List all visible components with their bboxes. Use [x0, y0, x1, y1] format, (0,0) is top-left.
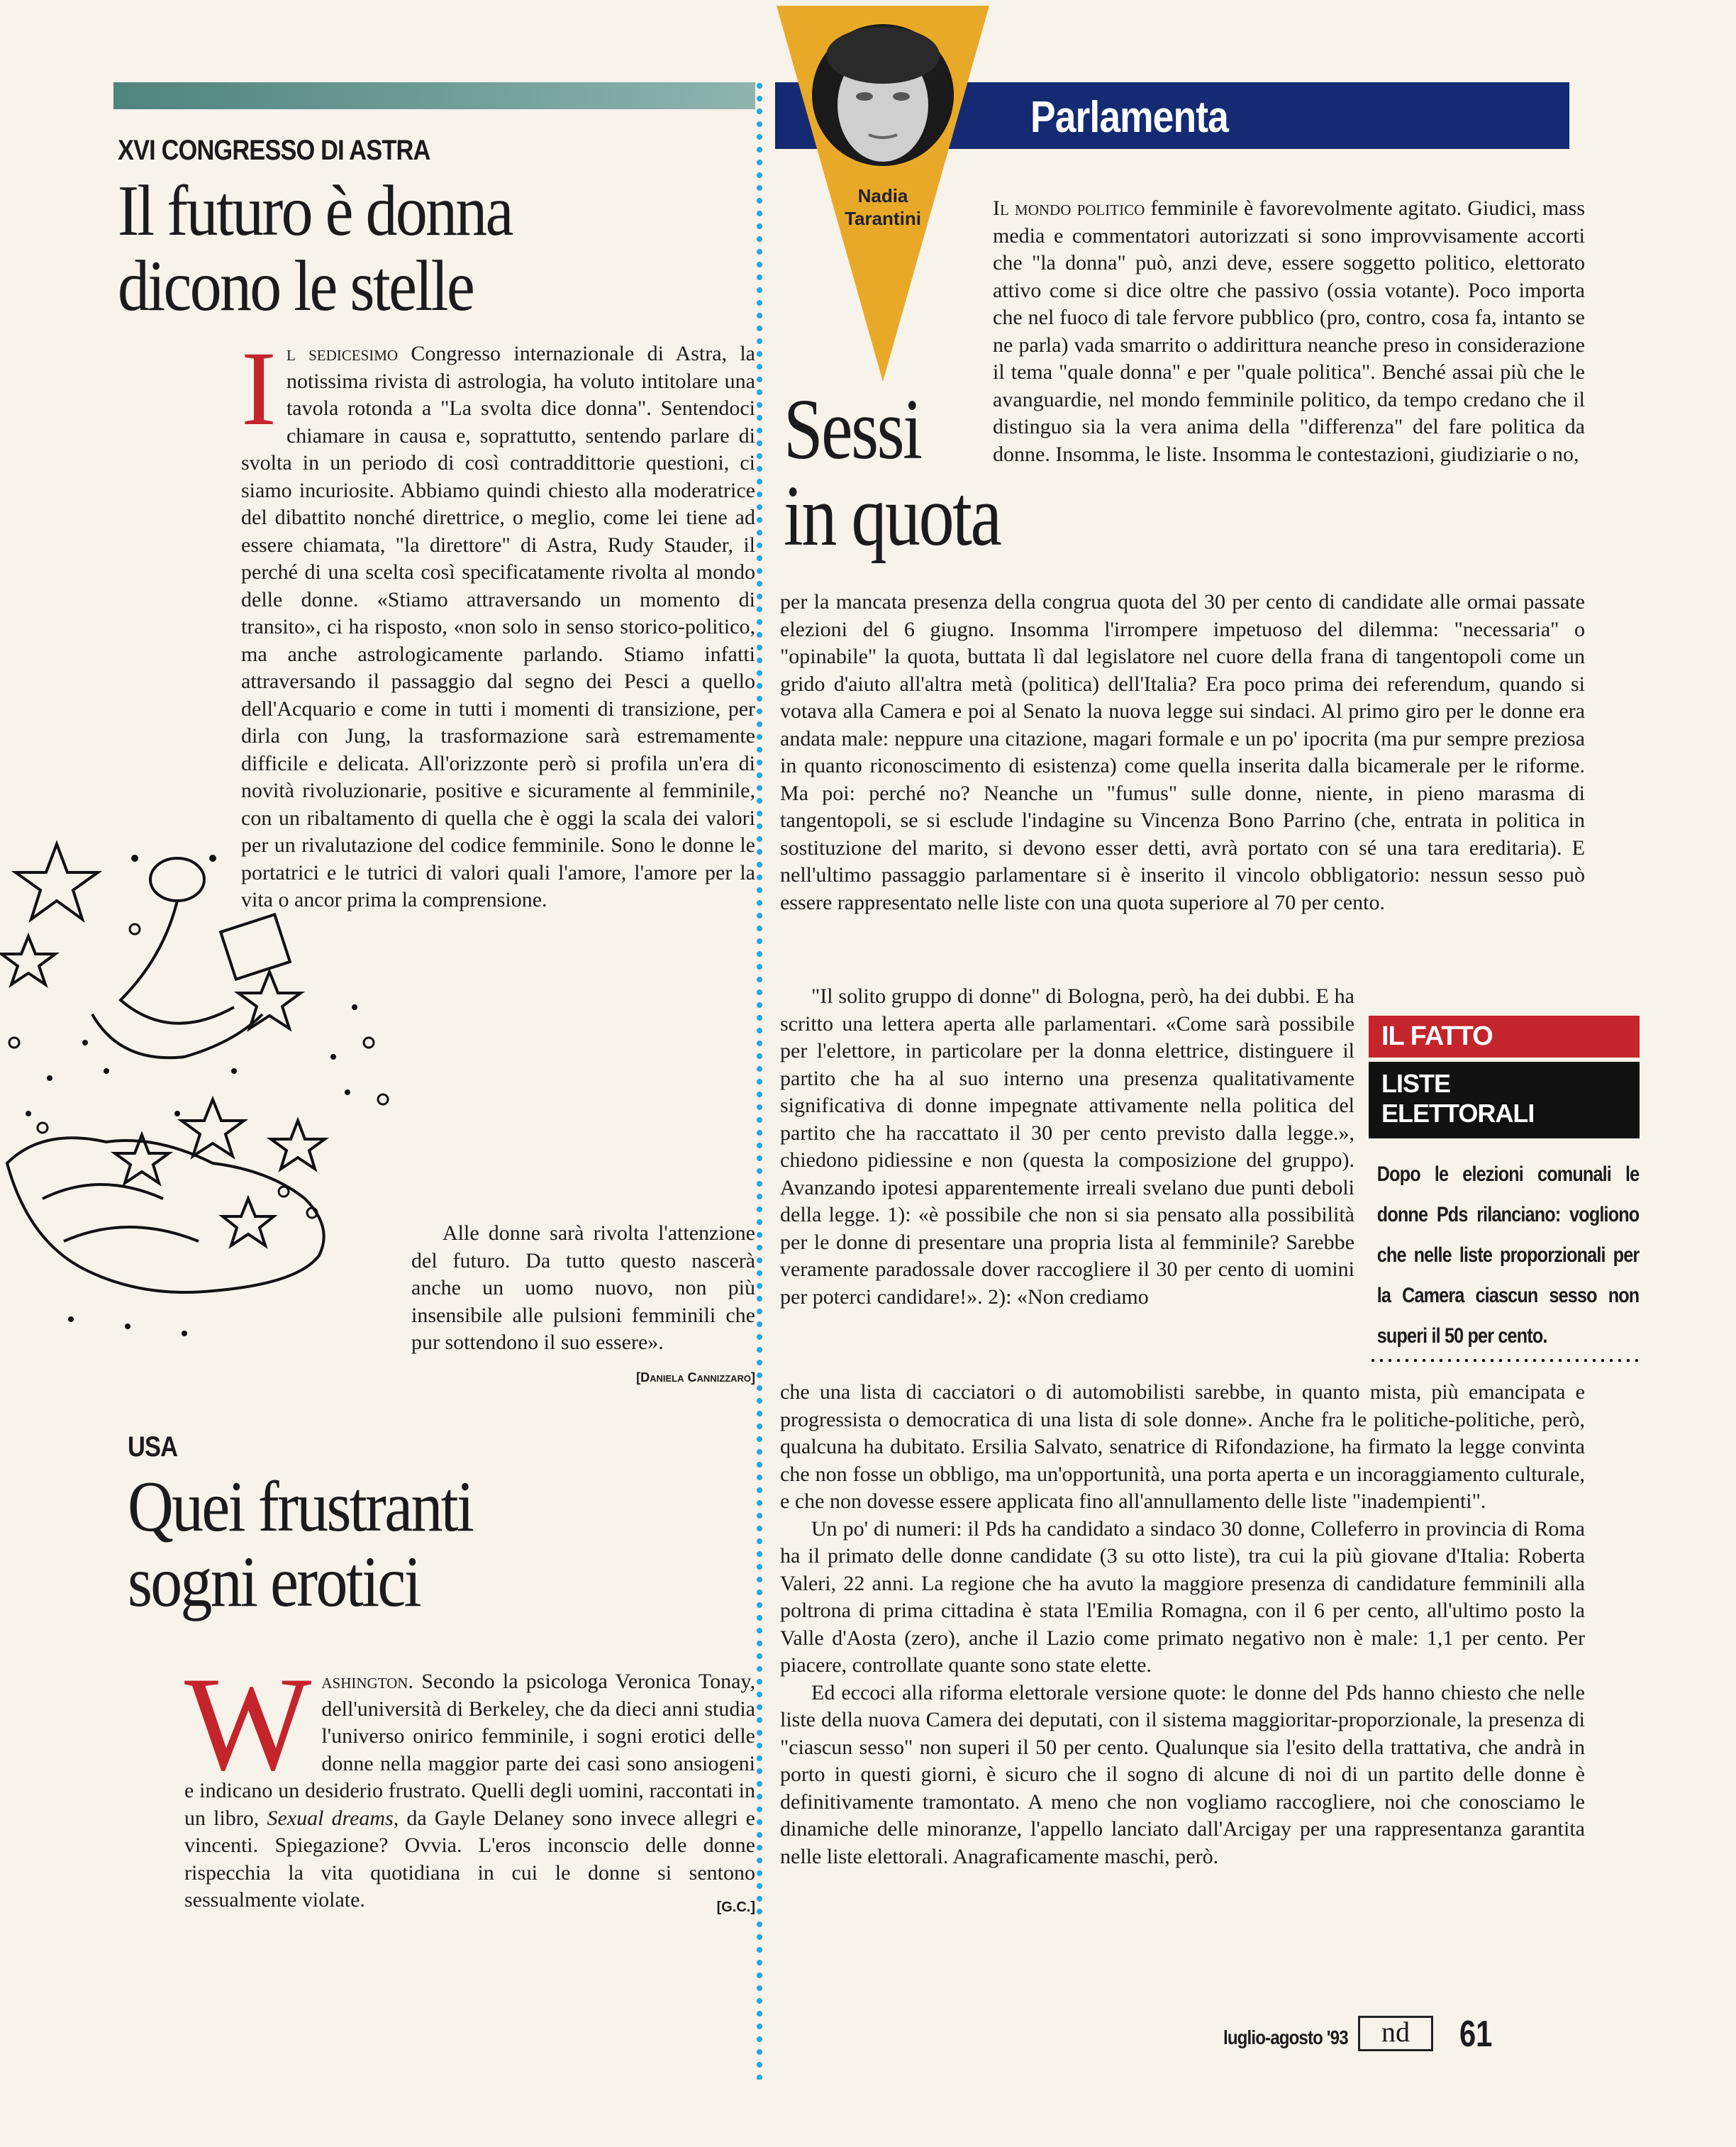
lead-smallcaps: l sedicesimo: [286, 342, 399, 365]
body-text: per la mancata presenza della congrua quota del 30 per cento di candidate alle ormai passate elezioni del 6 giugno. Insomma l'irrompere impetuoso del dilemma: "necessaria" o "opinabile" la quota, buttata lì dal legislatore nel cuore della frana di tangentopoli come un grido d'aiuto all'altra metà (politica) dell'Italia? Era poco prima dei referendum, quando si votava alla Camera e poi al Senato la nuova legge sui sindaci. Al primo giro per le donne era andata male: neppure una citazione, magari formale e un po' ipocrita (ma pur sempre preziosa in quanto riconoscimento di esistenza) come quella inserita dalla bicamerale per le riforme. Ma poi: perché no? Neanche un "fumus" sulle donne, niente, in pieno marasma di tangentopoli, se si esclude l'indagine su Vincenza Bono Parrino (che, entrata in politica in sostituzione del marito, si devono esser detti, avrà portato con sé una tara ereditaria). E nell'ultimo passaggio parlamentare si è inserito il vincolo obbligatorio: nessun sesso può essere rappresentato nelle liste con una quota superiore al 70 per cento.: [780, 590, 1585, 914]
sidebar-box: [1369, 1016, 1640, 1362]
logo-text: nd: [1381, 2016, 1410, 2048]
body-text: Alle donne sarà rivolta l'attenzione del futuro. Da tutto questo nascerà anche un uomo nuovo, non più insensibile alle pulsioni femminili che pur sottendono il suo essere».: [411, 1221, 755, 1354]
byline: [G.C.]: [716, 1899, 755, 1915]
body-text: Congresso internazionale di Astra, la notissima rivista di astrologia, ha voluto intitolare una tavola rotonda a "La svolta dice donna". Sentendoci chiamare in causa e, soprattutto, sentendo parlare di svolta in un periodo di così contraddittorie questioni, ci siamo incuriosite. Abbiamo quindi chiesto alla moderatrice del dibattito nonché direttrice, o meglio, come lei tiene ad essere chiamata, "la direttore" di Astra, Rudy Stauder, il perché di una scelta così specificatamente rivolta al mondo delle donne. «Stiamo attraversando un momento di transito», ci ha risposto, «non solo in senso storico-politico, ma anche astrologicamente parlando. Stiamo infatti attraversando il passaggio dal segno dei Pesci a quello dell'Acquario e come in tutti i momenti di transizione, per dirla con Jung, la trasformazione sarà estremamente difficile e delicata. All'orizzonte però si profila un'era di novità rivoluzionarie, positive e sicuramente al femminile, con un ribaltamento di quella che è oggi la scala dei valori per un rivalutazione del codice femminile. Sono le donne le portatrici e le tutrici di valori quali l'amore, l'amore per la vita o ancor prima la comprensione.: [241, 342, 755, 911]
sidebar-text: Dopo le elezioni comunali le donne Pds rilanciano: vogliono che nelle liste proporzionali per la Camera ciascun sesso non superi il 50 per cento.: [1376, 1163, 1640, 1348]
headline-line-2: in quota: [784, 468, 1001, 564]
byline: [Daniela Cannizzaro]: [636, 1370, 755, 1385]
body-text: Ed eccoci alla riforma elettorale versione quote: le donne del Pds hanno chiesto che nelle liste della nuova Camera dei deputati, con il sistema maggioritar-proporzionale, la presenza di "ciascun sesso" non superi il 50 per cento. Qualunque sia l'esito della trattativa, che andrà in porto in questi giorni, è sicuro che il sogno di alcune di noi di un partito delle donne è definitivamente tramontato. A meno che non vogliamo raccogliere, noi che conosciamo le dinamiche delle minoranze, l'appello lanciato dall'Arcigay per una rappresentanza garantita nelle liste elettorali. Anagraficamente maschi, però.: [780, 1680, 1585, 1868]
sidebar-dotted-rule: [1369, 1359, 1640, 1362]
dropcap-i: I: [241, 330, 277, 448]
kicker-astra: XVI CONGRESSO DI ASTRA: [118, 135, 430, 166]
body-text: Un po' di numeri: il Pds ha candidato a sindaco 30 donne, Colleferro in provincia di Roma ha il primato delle donne candidate (3 su otto liste), tra cui la più giovane d'Italia: Roberta Valeri, 22 anni. La regione che ha avuto la maggiore presenza di candidature femminili alla poltrona di prima cittadina è stata l'Emilia Romagna, con il 6 per cento, all'ultimo posto la Valle d'Aosta (zero), anche il Lazio come primato negativo non è male: 1,1 per cento. Per piacere, controllate quante sono state elette.: [780, 1516, 1585, 1677]
book-title: Sexual dreams: [267, 1806, 394, 1830]
headline-line-2: sogni erotici: [128, 1542, 420, 1622]
top-rule-left: [113, 82, 755, 109]
dropcap-w: W: [184, 1650, 312, 1799]
article-astra-body: [241, 330, 755, 914]
kicker-usa: USA: [128, 1431, 178, 1463]
lead-smallcaps: ashington.: [321, 1670, 413, 1693]
author-name: [837, 184, 929, 230]
headline-line-2: dicono le stelle: [118, 246, 474, 326]
column-separator: [756, 79, 763, 2080]
sidebar-title-line-2: ELETTORALI: [1381, 1099, 1535, 1128]
article-parlamenta-body-2: [780, 1379, 1585, 1870]
article-parlamenta-intro: [993, 195, 1585, 468]
headline-line-1: Sessi: [784, 382, 921, 477]
headline-line-1: Quei frustranti: [128, 1467, 473, 1547]
headline-line-1: Il futuro è donna: [118, 171, 512, 251]
sidebar-label: IL FATTO: [1369, 1016, 1640, 1058]
author-first-name: Nadia: [857, 185, 908, 206]
headline-astra: [118, 171, 742, 326]
headline-usa: [128, 1467, 689, 1622]
body-text-b: , da Gayle Delaney sono invece allegri e vincenti. Spiegazione? Ovvia. L'eros inconscio delle donne rispecchia la vita quotidiana in cui le donne si sentono sessualmente violate.: [184, 1806, 755, 1912]
body-text-a: Secondo la psicologa Veronica Tonay, dell'università di Berkeley, che da dieci anni studia l'universo onirico femminile, i sogni erotici delle donne nella maggior parte dei casi sono ansiogeni e indicano un desiderio frustrato. Quelli degli uomini, raccontati in un libro,: [184, 1670, 755, 1830]
page-number: 61: [1459, 2014, 1493, 2055]
article-astra-body-2: [411, 1220, 755, 1391]
body-text: femminile è favorevolmente agitato. Giudici, mass media e commentatori autorizzati si sono improvvisamente accorti che "la donna" può, anzi deve, essere soggetto politico, elettorato attivo come si dice oltre che passivo (ossia votante). Poco importa che nel fuoco di tale fervore pubblico (pro, contro, cosa fa, intanto se ne parla) vada smarrito o addirittura neanche preso in considerazione il tema "quale donna" e per "quale politica". Benché assai più che le avanguardie, nel mondo femminile politico, da tempo credano che il distinguo sia la vera anima della "differenza" del fare politica da donne. Insomma, le liste. Insomma le contestazioni, giudiziarie o no,: [993, 196, 1586, 466]
author-last-name: Tarantini: [845, 208, 921, 229]
sidebar-title: [1369, 1062, 1640, 1138]
footer-date: luglio-agosto '93: [1223, 2026, 1348, 2048]
body-text: "Il solito gruppo di donne" di Bologna, però, ha dei dubbi. E ha scritto una lettera aperta alle parlamentari. «Come sarà possibile per l'elettore, in particolare per la donna elettrice, distinguere il partito che ha al suo interno una presenza qualitativamente significativa di donne impegnate attivamente nella politica del partito che ha raccattato il 30 per cento previsto dalla legge.», chiedono pidiessine e non (questa la composizione del gruppo). Avanzando ipotesi apparentemente irreali svelano due punti deboli della legge. 1): «è possibile che non si sia pensato alla possibilità per le donne di presentare una propria lista al femminile? Sarebbe veramente paradossale dover raccogliere il 30 per cento di uomini per poterci candidare!». 2): «Non crediamo: [780, 984, 1354, 1309]
article-usa-body: [184, 1650, 755, 1921]
section-title: Parlamenta: [1030, 93, 1228, 142]
astrology-illustration: [0, 830, 397, 1369]
article-parlamenta-body: [780, 589, 1585, 916]
headline-sessi: [784, 382, 1016, 564]
footer-logo: [1358, 2016, 1433, 2051]
lead-smallcaps: Il mondo politico: [993, 196, 1145, 220]
article-parlamenta-col: [780, 983, 1354, 1311]
body-text: che una lista di cacciatori o di automobilisti sarebbe, in quanto mista, più emancipata e progressista o democratica di una lista di sole donne». Anche fra le politiche-politiche, però, qualcuna ha dubitato. Ersilia Salvato, senatrice di Rifondazione, ha firmato la legge convinta che non fosse un obbligo, ma un'opportunità, una porta aperta e un incoraggiamento culturale, e che non dovesse essere applicata fino all'annullamento delle liste "inadempienti".: [780, 1380, 1585, 1513]
sidebar-title-line-1: LISTE: [1381, 1069, 1451, 1098]
